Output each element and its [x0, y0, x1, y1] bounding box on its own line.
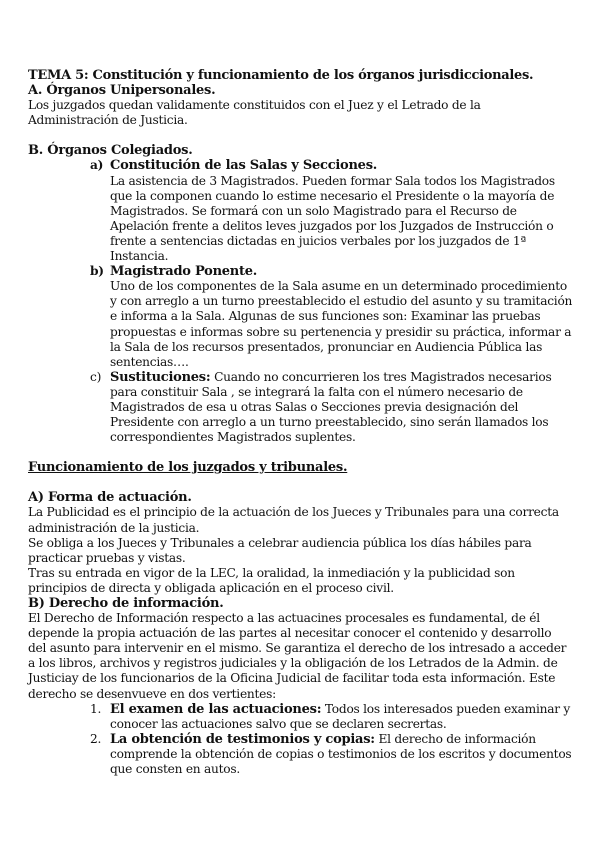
forma-heading: A) Forma de actuación. [28, 490, 192, 506]
forma-paragraph-1: La Publicidad es el principio de la actuación de los Jueces y Tribunales para una correcta administración de la justicia. [28, 505, 559, 535]
section-b-heading: B. Órganos Colegiados. [28, 143, 193, 159]
list-item [28, 732, 573, 777]
subsection-b-heading: Magistrado Ponente. [110, 264, 258, 280]
list-item [28, 702, 573, 732]
derecho-text: El Derecho de Información respecto a las actuacines procesales es fundamental, de él depende la propia actuación de las partes al necesitar conocer el contenido y desarrollo del asunto para intervenir en el mismo. Se garantiza el derecho de los intresado a acceder a los libros, archivos y registros judiciales y la obligación de los Letrados de la Admin. de Justiciay de los funcionarios de la Oficina Judicial de facilitar toda esta información. Este derecho se desenvueve en dos vertientes: [28, 611, 567, 701]
derecho-heading: B) Derecho de información. [28, 596, 224, 611]
list-item-heading: La obtención de testimonios y copias: [110, 731, 375, 747]
subsection-c [28, 370, 573, 445]
subsection-a-label: a) [90, 158, 104, 173]
document-title: TEMA 5: Constitución y funcionamiento de los órganos jurisdiccionales. [28, 68, 534, 83]
funcionamiento-heading: Funcionamiento de los juzgados y tribunales. [28, 460, 348, 476]
subsection-a [28, 158, 573, 264]
subsection-b-label: b) [90, 264, 104, 279]
subsection-c-heading: Sustituciones: [110, 369, 211, 385]
list-item-number: 1. [90, 701, 102, 716]
list-item-heading: El examen de las actuaciones: [110, 701, 322, 717]
subsection-c-label: c) [90, 369, 102, 384]
forma-paragraph-2: Se obliga a los Jueces y Tribunales a celebrar audiencia pública los días hábiles para practicar pruebas y vistas. [28, 535, 532, 565]
list-item-number: 2. [90, 731, 102, 746]
subsection-b [28, 264, 573, 370]
section-a-heading: A. Órganos Unipersonales. [28, 83, 216, 99]
subsection-c-text: Cuando no concurrieren los tres Magistrados necesarios para constituir Sala , se integrará la falta con el número necesario de Magistrados de esa u otras Salas o Secciones previa designación del Presidente con arreglo a un turno preestablecido, sino serán llamados los correspondientes Magistrados suplentes. [110, 369, 552, 445]
subsection-a-text: La asistencia de 3 Magistrados. Pueden formar Sala todos los Magistrados que la componen cuando lo estime necesario el Presidente o la mayoría de Magistrados. Se formará con un solo Magistrado para el Recurso de Apelación frente a delitos leves juzgados por los Juzgados de Instrucción o frente a sentencias dictadas en juicios verbales por los juzgados de 1ª Instancia. [110, 173, 555, 264]
list-item-text: Todos los interesados pueden examinar y conocer las actuaciones salvo que se declaren secrertas. [110, 701, 571, 731]
document-page [28, 68, 573, 777]
section-a-text: Los juzgados quedan validamente constituidos con el Juez y el Letrado de la Administración de Justicia. [28, 98, 481, 128]
subsection-b-text: Uno de los componentes de la Sala asume en un determinado procedimiento y con arreglo a un turno preestablecido el estudio del asunto y su tramitación e informa a la Sala. Algunas de sus funciones son: Examinar las pruebas propuestas e informas sobre su pertenencia y presidir su práctica, informar a la Sala de los recursos presentados, pronunciar en Audiencia Pública las sentencias…. [110, 279, 573, 369]
subsection-a-heading: Constitución de las Salas y Secciones. [110, 158, 378, 174]
list-item-text: El derecho de información comprende la obtención de copias o testimonios de los escritos y documentos que consten en autos. [110, 731, 572, 777]
forma-paragraph-3: Tras su entrada en vigor de la LEC, la oralidad, la inmediación y la publicidad son principios de directa y obligada aplicación en el proceso civil. [28, 565, 515, 595]
